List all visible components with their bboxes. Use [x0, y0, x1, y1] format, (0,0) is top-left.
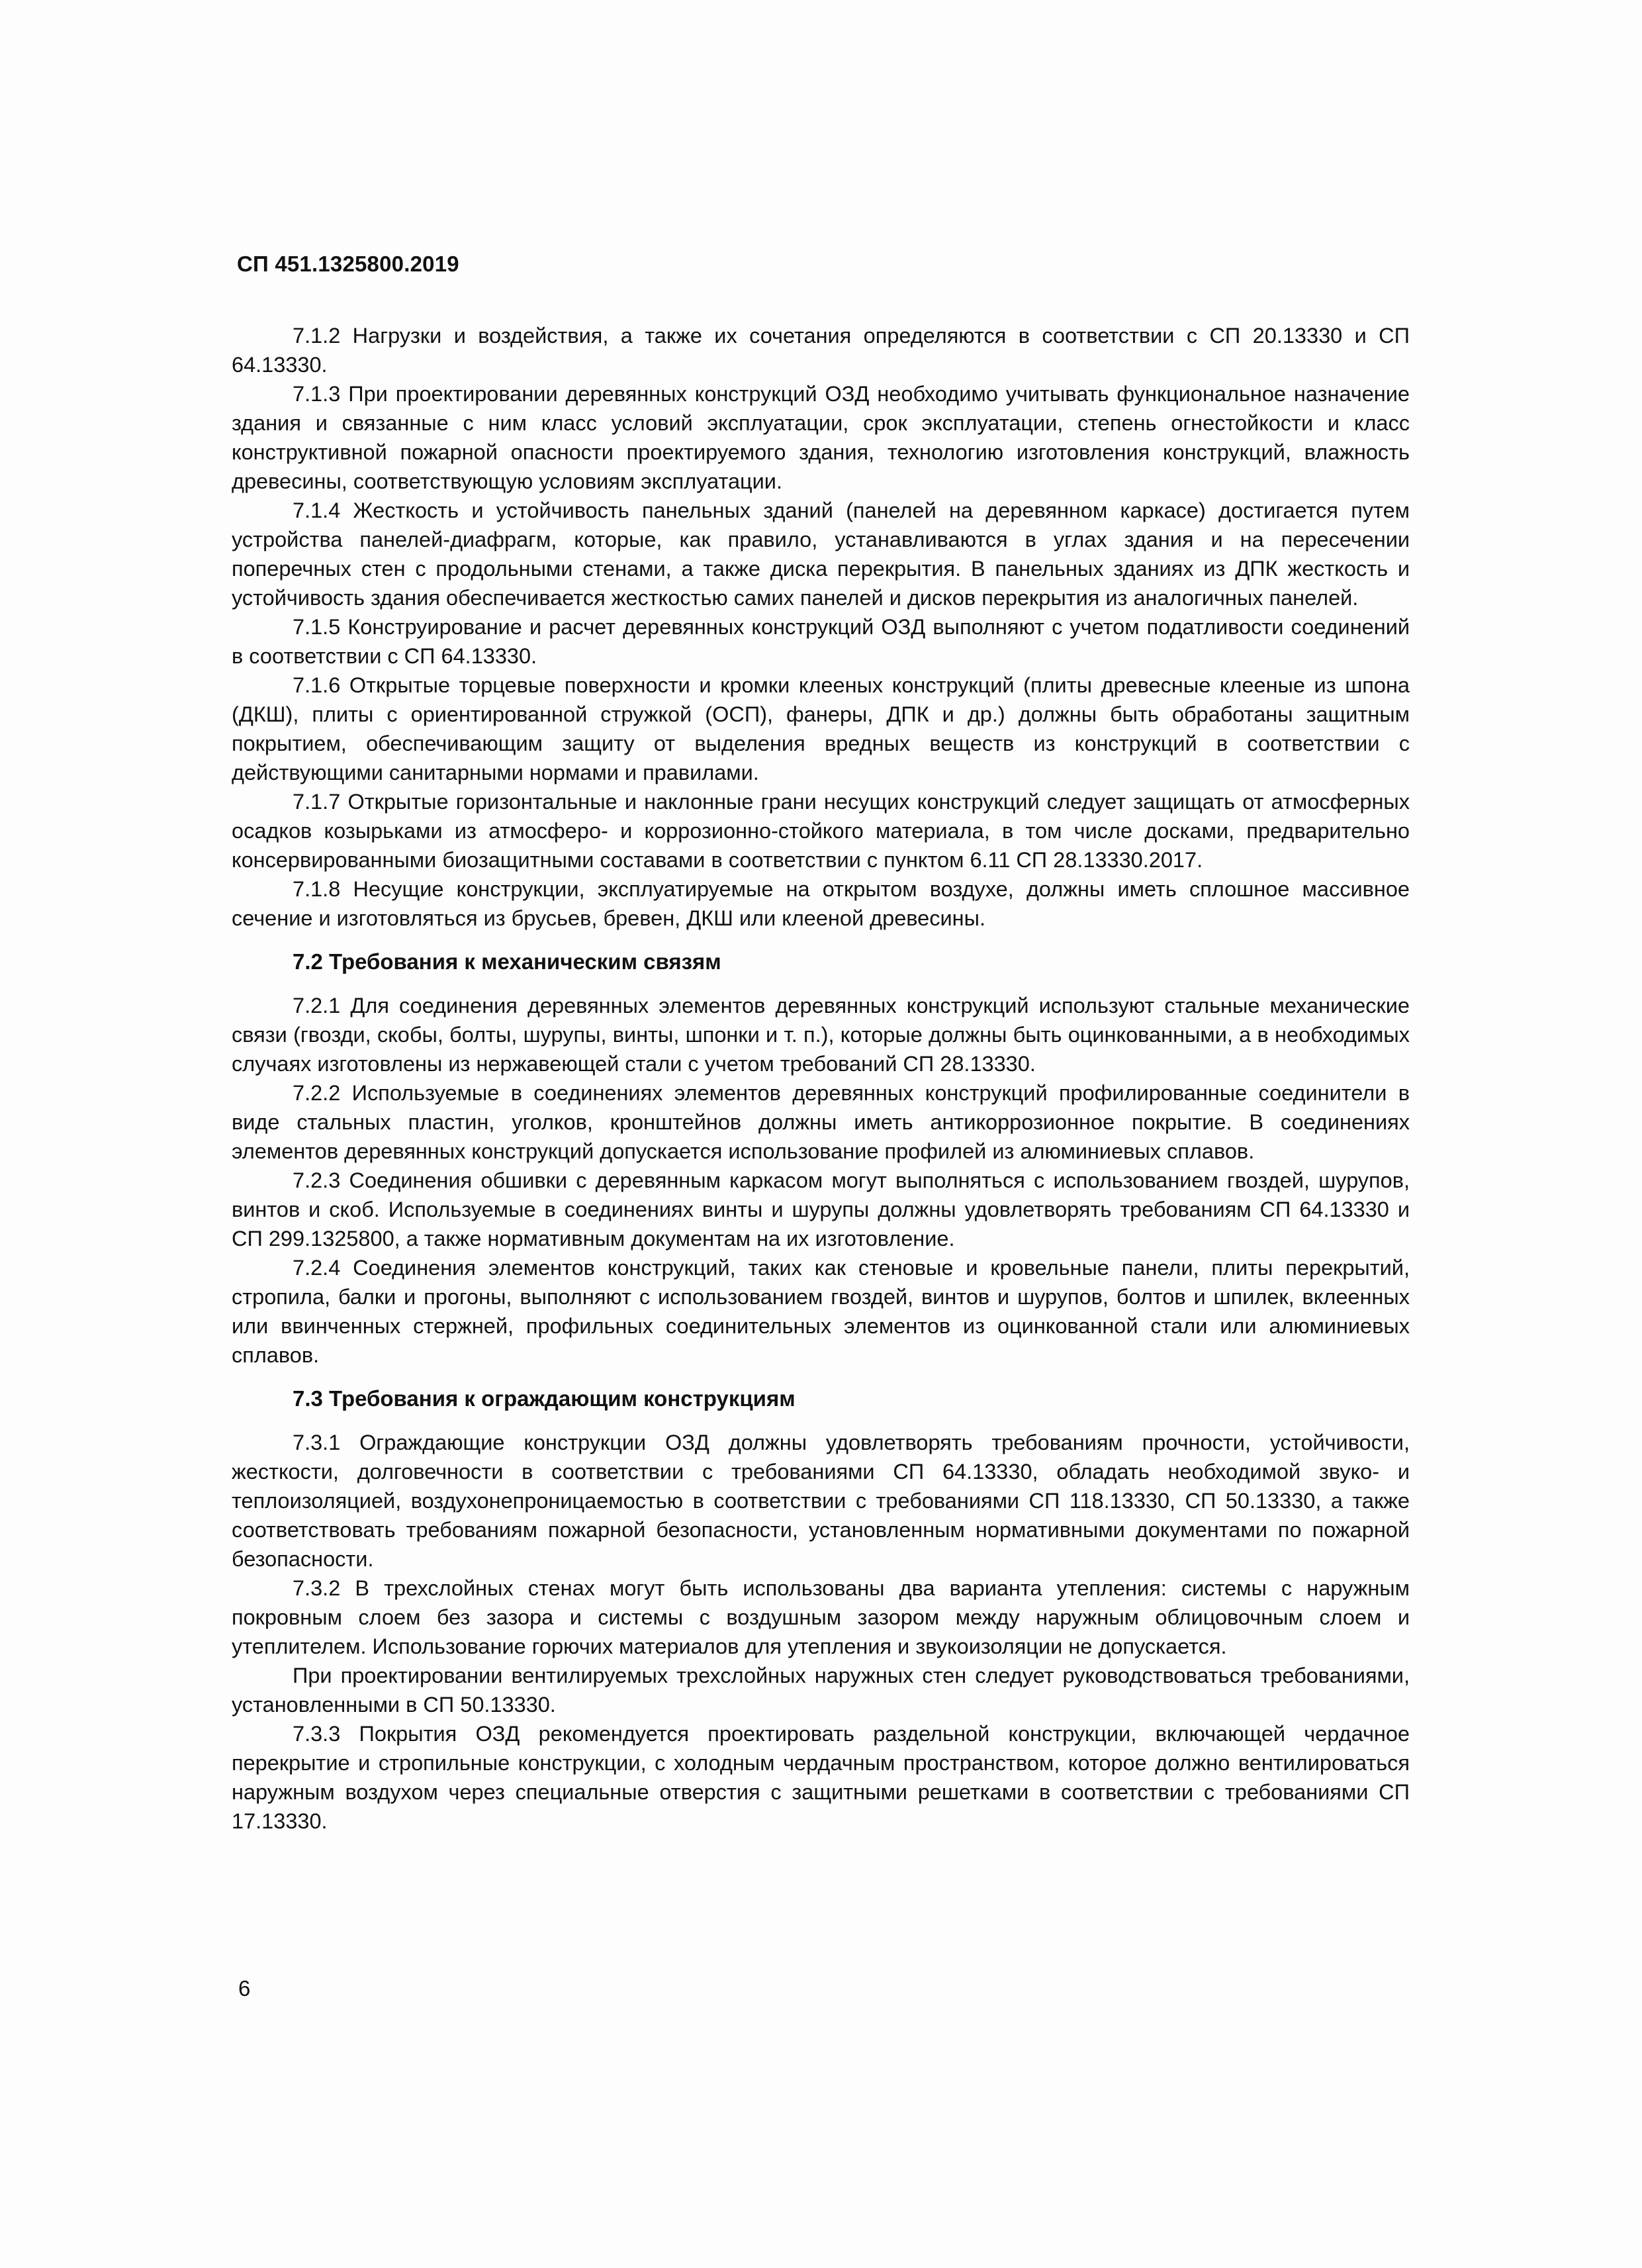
clause-7-2-1: 7.2.1 Для соединения деревянных элементов деревянных конструкций используют стальные механические связи (гвозди, скобы, болты, шурупы, винты, шпонки и т. п.), которые должны быть оцинкованными, а в необходимых случаях изготовлены из нержавеющей стали с учетом требований СП 28.13330.: [232, 994, 1410, 1076]
section-heading-7-3: 7.3 Требования к ограждающим конструкциям: [293, 1386, 796, 1411]
document-body: [232, 321, 1410, 1836]
section-7-3: [232, 1384, 1410, 1836]
section-heading-7-2: 7.2 Требования к механическим связям: [293, 949, 721, 974]
section-7-2: [232, 947, 1410, 1370]
clause-7-3-2: 7.3.2 В трехслойных стенах могут быть использованы два варианта утепления: системы с наружным покровным слоем без зазора и системы с воздушным зазором между наружным облицовочным слоем и утеплителем. Использование горючих материалов для утепления и звукоизоляции не допускается.: [232, 1576, 1410, 1658]
clause-7-3-3: 7.3.3 Покрытия ОЗД рекомендуется проектировать раздельной конструкции, включающей чердачное перекрытие и стропильные конструкции, с холодным чердачным пространством, которое должно вентилироваться наружным воздухом через специальные отверстия с защитными решетками в соответствии с требованиями СП 17.13330.: [232, 1722, 1410, 1833]
clause-7-1-3: 7.1.3 При проектировании деревянных конструкций ОЗД необходимо учитывать функциональное назначение здания и связанные с ним класс условий эксплуатации, срок эксплуатации, степень огнестойкости и класс конструктивной пожарной опасности проектируемого здания, технологию изготовления конструкций, влажность древесины, соответствующую условиям эксплуатации.: [232, 382, 1410, 493]
clause-7-1-7: 7.1.7 Открытые горизонтальные и наклонные грани несущих конструкций следует защищать от атмосферных осадков козырьками из атмосферо- и коррозионно-стойкого материала, в том числе досками, предварительно консервированными биозащитными составами в соответствии с пунктом 6.11 СП 28.13330.2017.: [232, 790, 1410, 872]
clause-7-2-3: 7.2.3 Соединения обшивки с деревянным каркасом могут выполняться с использованием гвоздей, шурупов, винтов и скоб. Используемые в соединениях винты и шурупы должны удовлетворять требованиям СП 64.13330 и СП 299.1325800, а также нормативным документам на их изготовление.: [232, 1168, 1410, 1251]
clause-7-3-2-ventilated: При проектировании вентилируемых трехслойных наружных стен следует руководствоваться требованиями, установленными в СП 50.13330.: [232, 1664, 1410, 1717]
clause-7-1-2: 7.1.2 Нагрузки и воздействия, а также их сочетания определяются в соответствии с СП 20.13330 и СП 64.13330.: [232, 324, 1410, 377]
page-number: 6: [238, 1976, 251, 2001]
clause-7-3-1: 7.3.1 Ограждающие конструкции ОЗД должны удовлетворять требованиям прочности, устойчивости, жесткости, долговечности в соответствии с требованиями СП 64.13330, обладать необходимой звуко- и теплоизоляцией, воздухонепроницаемостью в соответствии с требованиями СП 118.13330, СП 50.13330, а также соответствовать требованиям пожарной безопасности, установленным нормативными документами по пожарной безопасности.: [232, 1431, 1410, 1571]
clause-7-2-2: 7.2.2 Используемые в соединениях элементов деревянных конструкций профилированные соединители в виде стальных пластин, уголков, кронштейнов должны иметь антикоррозионное покрытие. В соединениях элементов деревянных конструкций допускается использование профилей из алюминиевых сплавов.: [232, 1081, 1410, 1163]
clause-7-1-6: 7.1.6 Открытые торцевые поверхности и кромки клееных конструкций (плиты древесные клееные из шпона (ДКШ), плиты с ориентированной стружкой (ОСП), фанеры, ДПК и др.) должны быть обработаны защитным покрытием, обеспечивающим защиту от выделения вредных веществ из конструкций в соответствии с действующими санитарными нормами и правилами.: [232, 673, 1410, 784]
clause-7-1-5: 7.1.5 Конструирование и расчет деревянных конструкций ОЗД выполняют с учетом податливости соединений в соответствии с СП 64.13330.: [232, 615, 1410, 668]
document-code: СП 451.1325800.2019: [237, 252, 459, 276]
clause-7-2-4: 7.2.4 Соединения элементов конструкций, таких как стеновые и кровельные панели, плиты перекрытий, стропила, балки и прогоны, выполняют с использованием гвоздей, винтов и шурупов, болтов и шпилек, вклеенных или ввинченных стержней, профильных соединительных элементов из оцинкованной стали или алюминиевых сплавов.: [232, 1256, 1410, 1367]
clause-7-1-4: 7.1.4 Жесткость и устойчивость панельных зданий (панелей на деревянном каркасе) достигается путем устройства панелей-диафрагм, которые, как правило, устанавливаются в углах здания и на пересечении поперечных стен с продольными стенами, а также диска перекрытия. В панельных зданиях из ДПК жесткость и устойчивость здания обеспечивается жесткостью самих панелей и дисков перекрытия из аналогичных панелей.: [232, 498, 1410, 610]
section-7-1: [232, 321, 1410, 933]
clause-7-1-8: 7.1.8 Несущие конструкции, эксплуатируемые на открытом воздухе, должны иметь сплошное массивное сечение и изготовляться из брусьев, бревен, ДКШ или клееной древесины.: [232, 877, 1410, 930]
